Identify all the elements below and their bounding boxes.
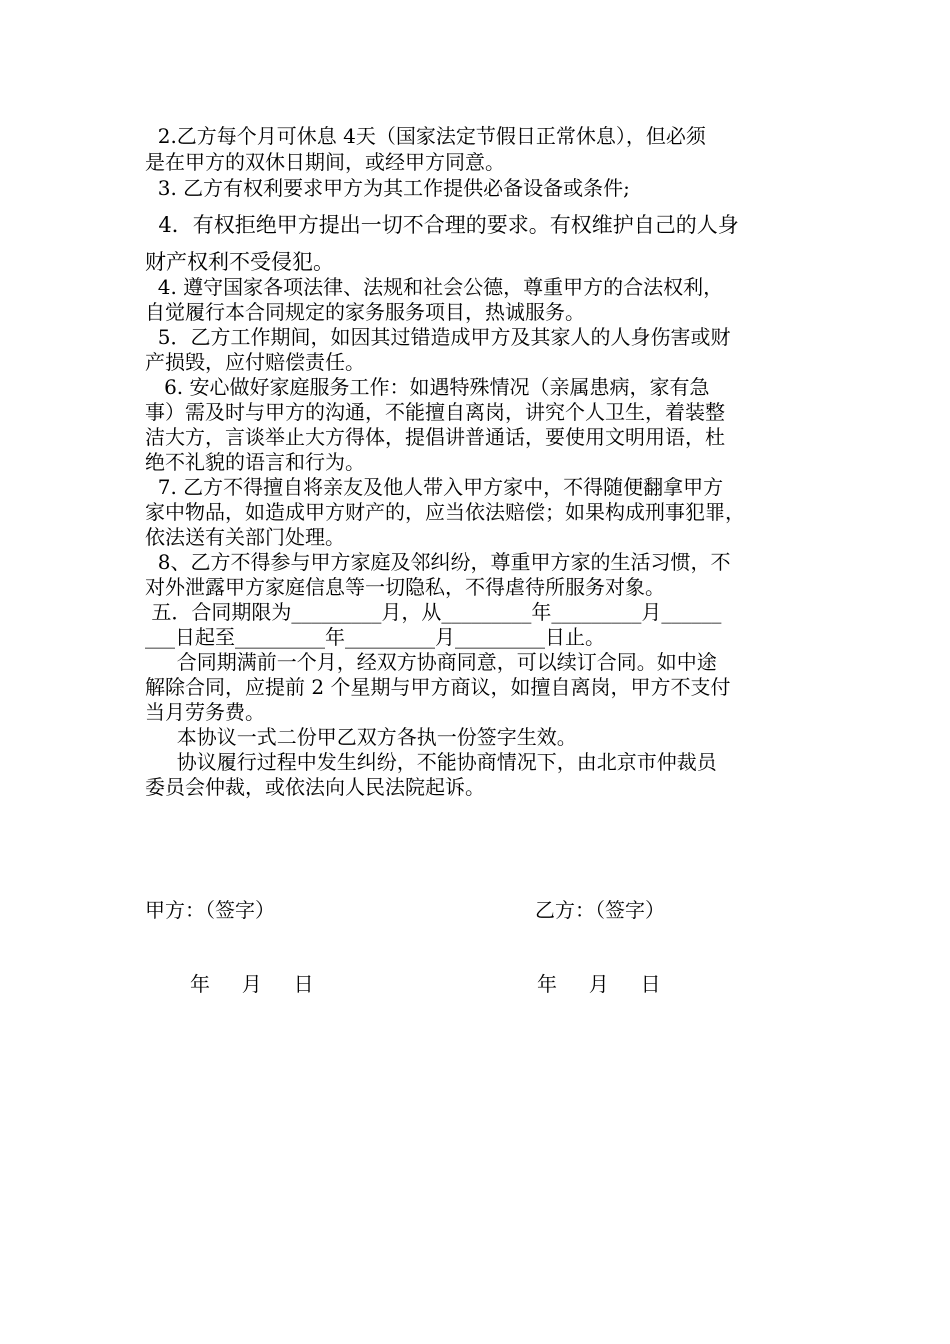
text-line: 合同期满前一个月，经双方协商同意，可以续订合同。如中途 [145,650,717,674]
text-line: 是在甲方的双休日期间，或经甲方同意。 [145,150,505,174]
contract-term-line: 五．合同期限为_________月，从_________年_________月______ [145,600,722,624]
text-line: 产损毁，应付赔偿责任。 [145,350,365,374]
party-b-date-label: 年 月 日 [537,972,661,996]
text-line: 3. 乙方有权利要求甲方为其工作提供必备设备或条件; [145,176,630,200]
text-line: 协议履行过程中发生纠纷，不能协商情况下，由北京市仲裁员 [145,750,717,774]
text-line: 家中物品，如造成甲方财产的，应当依法赔偿；如果构成刑事犯罪， [145,500,745,524]
text-line: 洁大方，言谈举止大方得体，提倡讲普通话，要使用文明用语，杜 [145,425,725,449]
text-line: 2.乙方每个月可休息 4天（国家法定节假日正常休息），但必须 [145,124,706,148]
text-line: 8、乙方不得参与甲方家庭及邻纠纷，尊重甲方家的生活习惯，不 [145,550,731,574]
text-line: 依法送有关部门处理。 [145,525,345,549]
party-b-signature-label: 乙方：（签字） [535,898,665,922]
text-line: 财产权利不受侵犯。 [145,250,334,274]
text-line: 事）需及时与甲方的沟通，不能擅自离岗，讲究个人卫生，着装整 [145,400,725,424]
text-line: 7. 乙方不得擅自将亲友及他人带入甲方家中，不得随便翻拿甲方 [145,475,724,499]
text-line: 6. 安心做好家庭服务工作：如遇特殊情况（亲属患病，家有急 [145,375,710,399]
text-line: 绝不礼貌的语言和行为。 [145,450,365,474]
party-a-date-label: 年 月 日 [190,972,314,996]
text-line: 4. 遵守国家各项法律、法规和社会公德，尊重甲方的合法权利， [145,275,724,299]
text-line: 解除合同，应提前 2 个星期与甲方商议，如擅自离岗，甲方不支付 [145,675,731,699]
text-line: 自觉履行本合同规定的家务服务项目，热诚服务。 [145,300,585,324]
text-line: 本协议一式二份甲乙双方各执一份签字生效。 [145,725,577,749]
contract-term-line: ___日起至_________年_________月_________日止。 [145,625,605,649]
party-a-signature-label: 甲方：（签字） [145,898,275,922]
text-line: 5．乙方工作期间，如因其过错造成甲方及其家人的人身伤害或财 [145,325,731,349]
text-line: 委员会仲裁，或依法向人民法院起诉。 [145,775,485,799]
text-line: 对外泄露甲方家庭信息等一切隐私，不得虐待所服务对象。 [145,575,665,599]
text-line: 4．有权拒绝甲方提出一切不合理的要求。有权维护自己的人身 [145,213,739,237]
text-line: 当月劳务费。 [145,700,265,724]
